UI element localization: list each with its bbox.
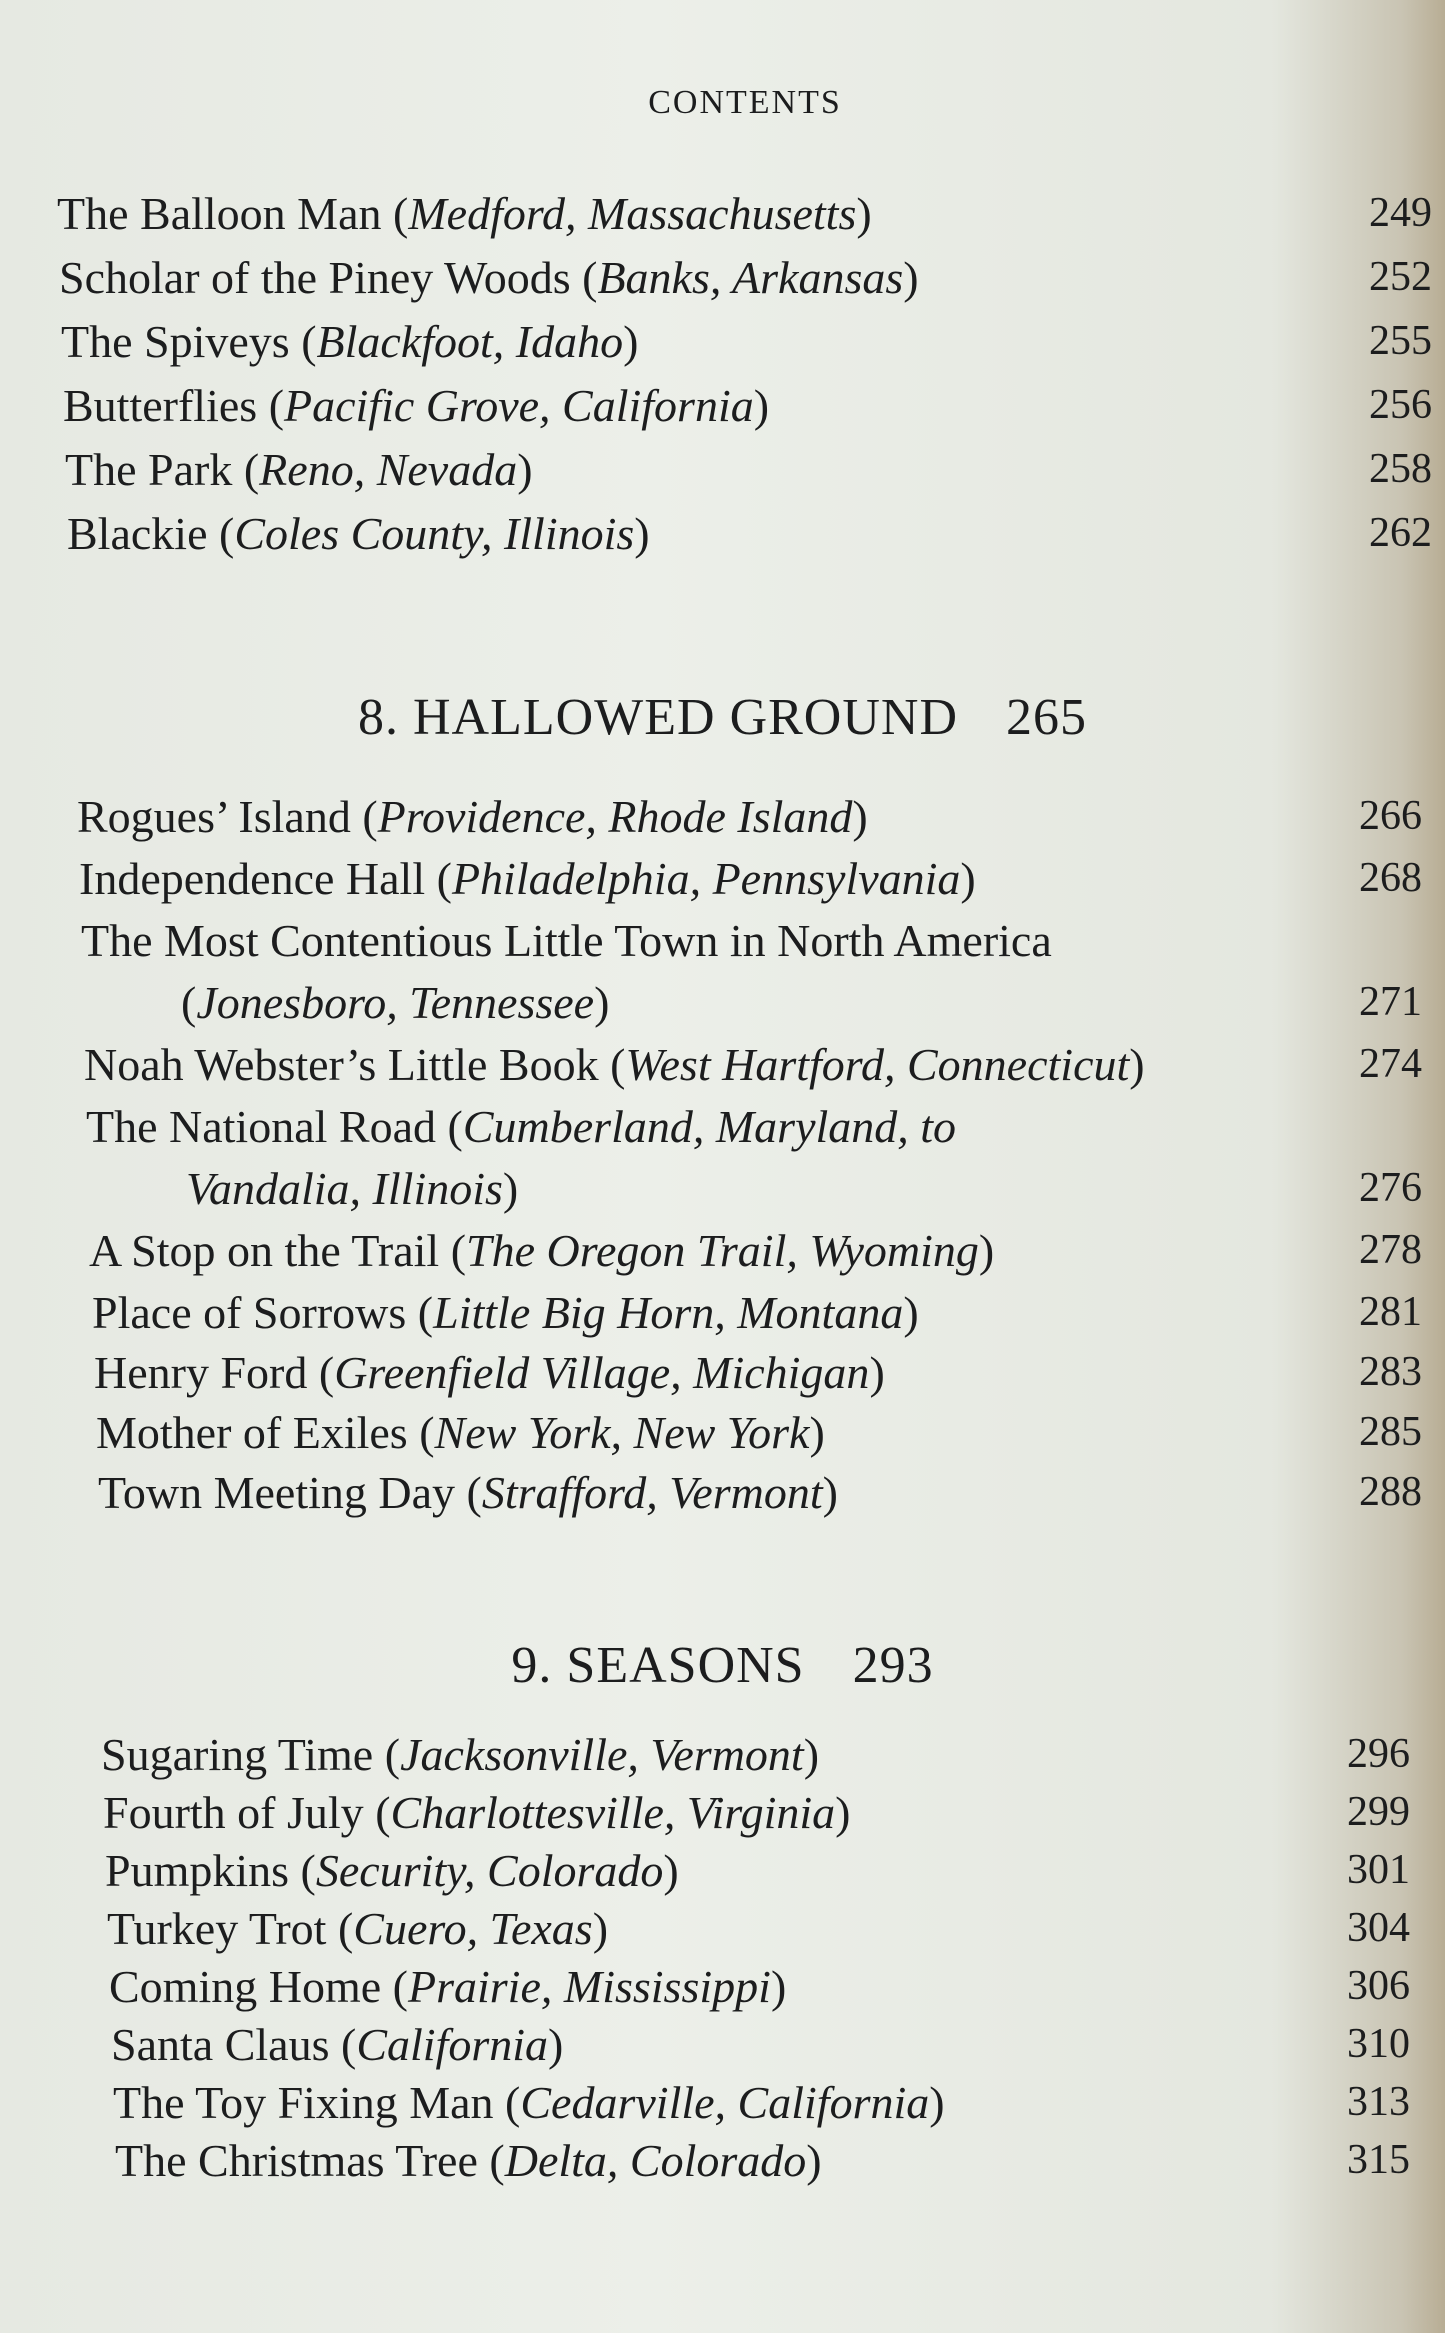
- entry-title: Turkey Trot: [107, 1903, 327, 1954]
- entry-page-number: 274: [1359, 1041, 1422, 1087]
- toc-entry: Sugaring Time (Jacksonville, Vermont): [101, 1729, 820, 1780]
- toc-entry: Coming Home (Prairie, Mississippi): [109, 1961, 787, 2012]
- toc-entry: Rogues’ Island (Providence, Rhode Island): [77, 791, 868, 842]
- entry-place: Providence, Rhode Island: [377, 791, 853, 842]
- entry-title: Rogues’ Island: [77, 791, 351, 842]
- entry-place-line: (Jonesboro, Tennessee): [181, 977, 610, 1028]
- entry-page-number: 281: [1359, 1289, 1422, 1335]
- entry-page-number: 249: [1369, 190, 1432, 236]
- entry-place: Banks, Arkansas: [597, 252, 904, 303]
- entry-title: Scholar of the Piney Woods: [59, 252, 571, 303]
- toc-entry: Henry Ford (Greenfield Village, Michigan): [94, 1347, 885, 1398]
- entry-title: The Balloon Man: [57, 188, 382, 239]
- entry-page-number: 276: [1359, 1165, 1422, 1211]
- chapter-heading: [0, 688, 1445, 747]
- toc-entry: Place of Sorrows (Little Big Horn, Montana): [92, 1287, 919, 1338]
- entry-page-number: 252: [1369, 254, 1432, 300]
- entry-place: Prairie, Mississippi: [408, 1961, 771, 2012]
- entry-page-number: 306: [1347, 1963, 1410, 2009]
- toc-entry: The Toy Fixing Man (Cedarville, California): [113, 2077, 945, 2128]
- entry-title: The Christmas Tree: [115, 2135, 478, 2186]
- entry-place-line: Vandalia, Illinois): [186, 1163, 519, 1214]
- toc-entry: Santa Claus (California): [111, 2019, 564, 2070]
- entry-place: Reno, Nevada: [259, 444, 518, 495]
- entry-title: Butterflies: [63, 380, 258, 431]
- entry-place: New York, New York: [434, 1407, 810, 1458]
- chapter-page-number: 265: [1006, 689, 1088, 746]
- entry-place: Strafford, Vermont: [481, 1467, 823, 1518]
- toc-entry: Blackie (Coles County, Illinois): [67, 508, 650, 559]
- entry-page-number: 304: [1347, 1905, 1410, 1951]
- entry-place: West Hartford, Connecticut: [625, 1039, 1130, 1090]
- toc-entry: Town Meeting Day (Strafford, Vermont): [98, 1467, 838, 1518]
- toc-entry: Noah Webster’s Little Book (West Hartford, Connecticut): [84, 1039, 1145, 1090]
- toc-entry: The Balloon Man (Medford, Massachusetts): [57, 188, 872, 239]
- entry-page-number: 266: [1359, 793, 1422, 839]
- entry-place: Cuero, Texas: [353, 1903, 593, 1954]
- entry-place: The Oregon Trail, Wyoming: [466, 1225, 979, 1276]
- running-header: CONTENTS: [648, 84, 842, 121]
- toc-entry: The Spiveys (Blackfoot, Idaho): [61, 316, 639, 367]
- entry-place: California: [356, 2019, 549, 2070]
- entry-title: Sugaring Time: [101, 1729, 374, 1780]
- entry-page-number: 255: [1369, 318, 1432, 364]
- toc-entry: [81, 910, 1052, 1028]
- toc-entry: Scholar of the Piney Woods (Banks, Arkansas): [59, 252, 919, 303]
- toc-entry: A Stop on the Trail (The Oregon Trail, Wyoming): [89, 1225, 995, 1276]
- entry-place: Pacific Grove, California: [284, 380, 754, 431]
- entry-title: Pumpkins: [105, 1845, 290, 1896]
- entry-page-number: 283: [1359, 1349, 1422, 1395]
- chapter-title: 9. SEASONS: [511, 1637, 805, 1694]
- entry-place: Medford, Massachusetts: [408, 188, 857, 239]
- entry-page-number: 278: [1359, 1227, 1422, 1273]
- entry-page-number: 301: [1347, 1847, 1410, 1893]
- entry-place: Little Big Horn, Montana: [433, 1287, 904, 1338]
- entry-page-number: 268: [1359, 855, 1422, 901]
- chapter-page-number: 293: [852, 1637, 934, 1694]
- toc-entry: Pumpkins (Security, Colorado): [105, 1845, 679, 1896]
- entry-title: A Stop on the Trail: [89, 1225, 440, 1276]
- entry-place: Greenfield Village, Michigan: [334, 1347, 870, 1398]
- toc-entry: Turkey Trot (Cuero, Texas): [107, 1903, 609, 1954]
- entry-page-number: 288: [1359, 1469, 1422, 1515]
- entry-title: Santa Claus: [111, 2019, 330, 2070]
- entry-title: The National Road: [86, 1101, 437, 1152]
- entry-page-number: 256: [1369, 382, 1432, 428]
- entry-title: The Toy Fixing Man: [113, 2077, 494, 2128]
- entry-title: Coming Home: [109, 1961, 382, 2012]
- toc-entry: The Park (Reno, Nevada): [65, 444, 533, 495]
- entry-place: Delta, Colorado: [504, 2135, 807, 2186]
- toc-entry: Fourth of July (Charlottesville, Virginia): [103, 1787, 851, 1838]
- entry-place: Charlottesville, Virginia: [390, 1787, 836, 1838]
- chapter-heading: [0, 1636, 1445, 1695]
- entry-page-number: 271: [1359, 979, 1422, 1025]
- entry-title: Independence Hall: [79, 853, 426, 904]
- entry-place: Security, Colorado: [315, 1845, 664, 1896]
- toc-entry: Butterflies (Pacific Grove, California): [63, 380, 770, 431]
- entry-title: Fourth of July: [103, 1787, 364, 1838]
- entry-title: Town Meeting Day: [98, 1467, 456, 1518]
- entry-page-number: 262: [1369, 510, 1432, 556]
- entry-title: Noah Webster’s Little Book: [84, 1039, 599, 1090]
- toc-entry: The National Road (Cumberland, Maryland, to Vandalia, Illinois): [86, 1096, 956, 1158]
- chapter-title: 8. HALLOWED GROUND: [357, 689, 959, 746]
- entry-page-number: 285: [1359, 1409, 1422, 1455]
- entry-title: The Spiveys: [61, 316, 290, 367]
- entry-place: Philadelphia, Pennsylvania: [451, 853, 961, 904]
- entry-page-number: 313: [1347, 2079, 1410, 2125]
- entry-place: Jonesboro, Tennessee: [196, 977, 595, 1028]
- toc-entry: Independence Hall (Philadelphia, Pennsylvania): [79, 853, 976, 904]
- entry-place: Cedarville, California: [520, 2077, 930, 2128]
- entry-title: Henry Ford: [94, 1347, 308, 1398]
- entry-page-number: 296: [1347, 1731, 1410, 1777]
- toc-entry: Mother of Exiles (New York, New York): [96, 1407, 825, 1458]
- entry-title: Place of Sorrows: [92, 1287, 407, 1338]
- entry-title: The Park: [65, 444, 233, 495]
- entry-place: Jacksonville, Vermont: [400, 1729, 804, 1780]
- entry-page-number: 299: [1347, 1789, 1410, 1835]
- entry-page-number: 315: [1347, 2137, 1410, 2183]
- entry-place: Vandalia, Illinois: [186, 1163, 503, 1214]
- entry-page-number: 310: [1347, 2021, 1410, 2067]
- entry-page-number: 258: [1369, 446, 1432, 492]
- entry-title: Mother of Exiles: [96, 1407, 408, 1458]
- entry-place: Blackfoot, Idaho: [316, 316, 624, 367]
- entry-title: The Most Contentious Little Town in North America: [81, 915, 1052, 966]
- entry-place: Coles County, Illinois: [234, 508, 635, 559]
- toc-entry: The Christmas Tree (Delta, Colorado): [115, 2135, 822, 2186]
- entry-place: Cumberland, Maryland, to: [462, 1101, 957, 1152]
- entry-title: Blackie: [67, 508, 208, 559]
